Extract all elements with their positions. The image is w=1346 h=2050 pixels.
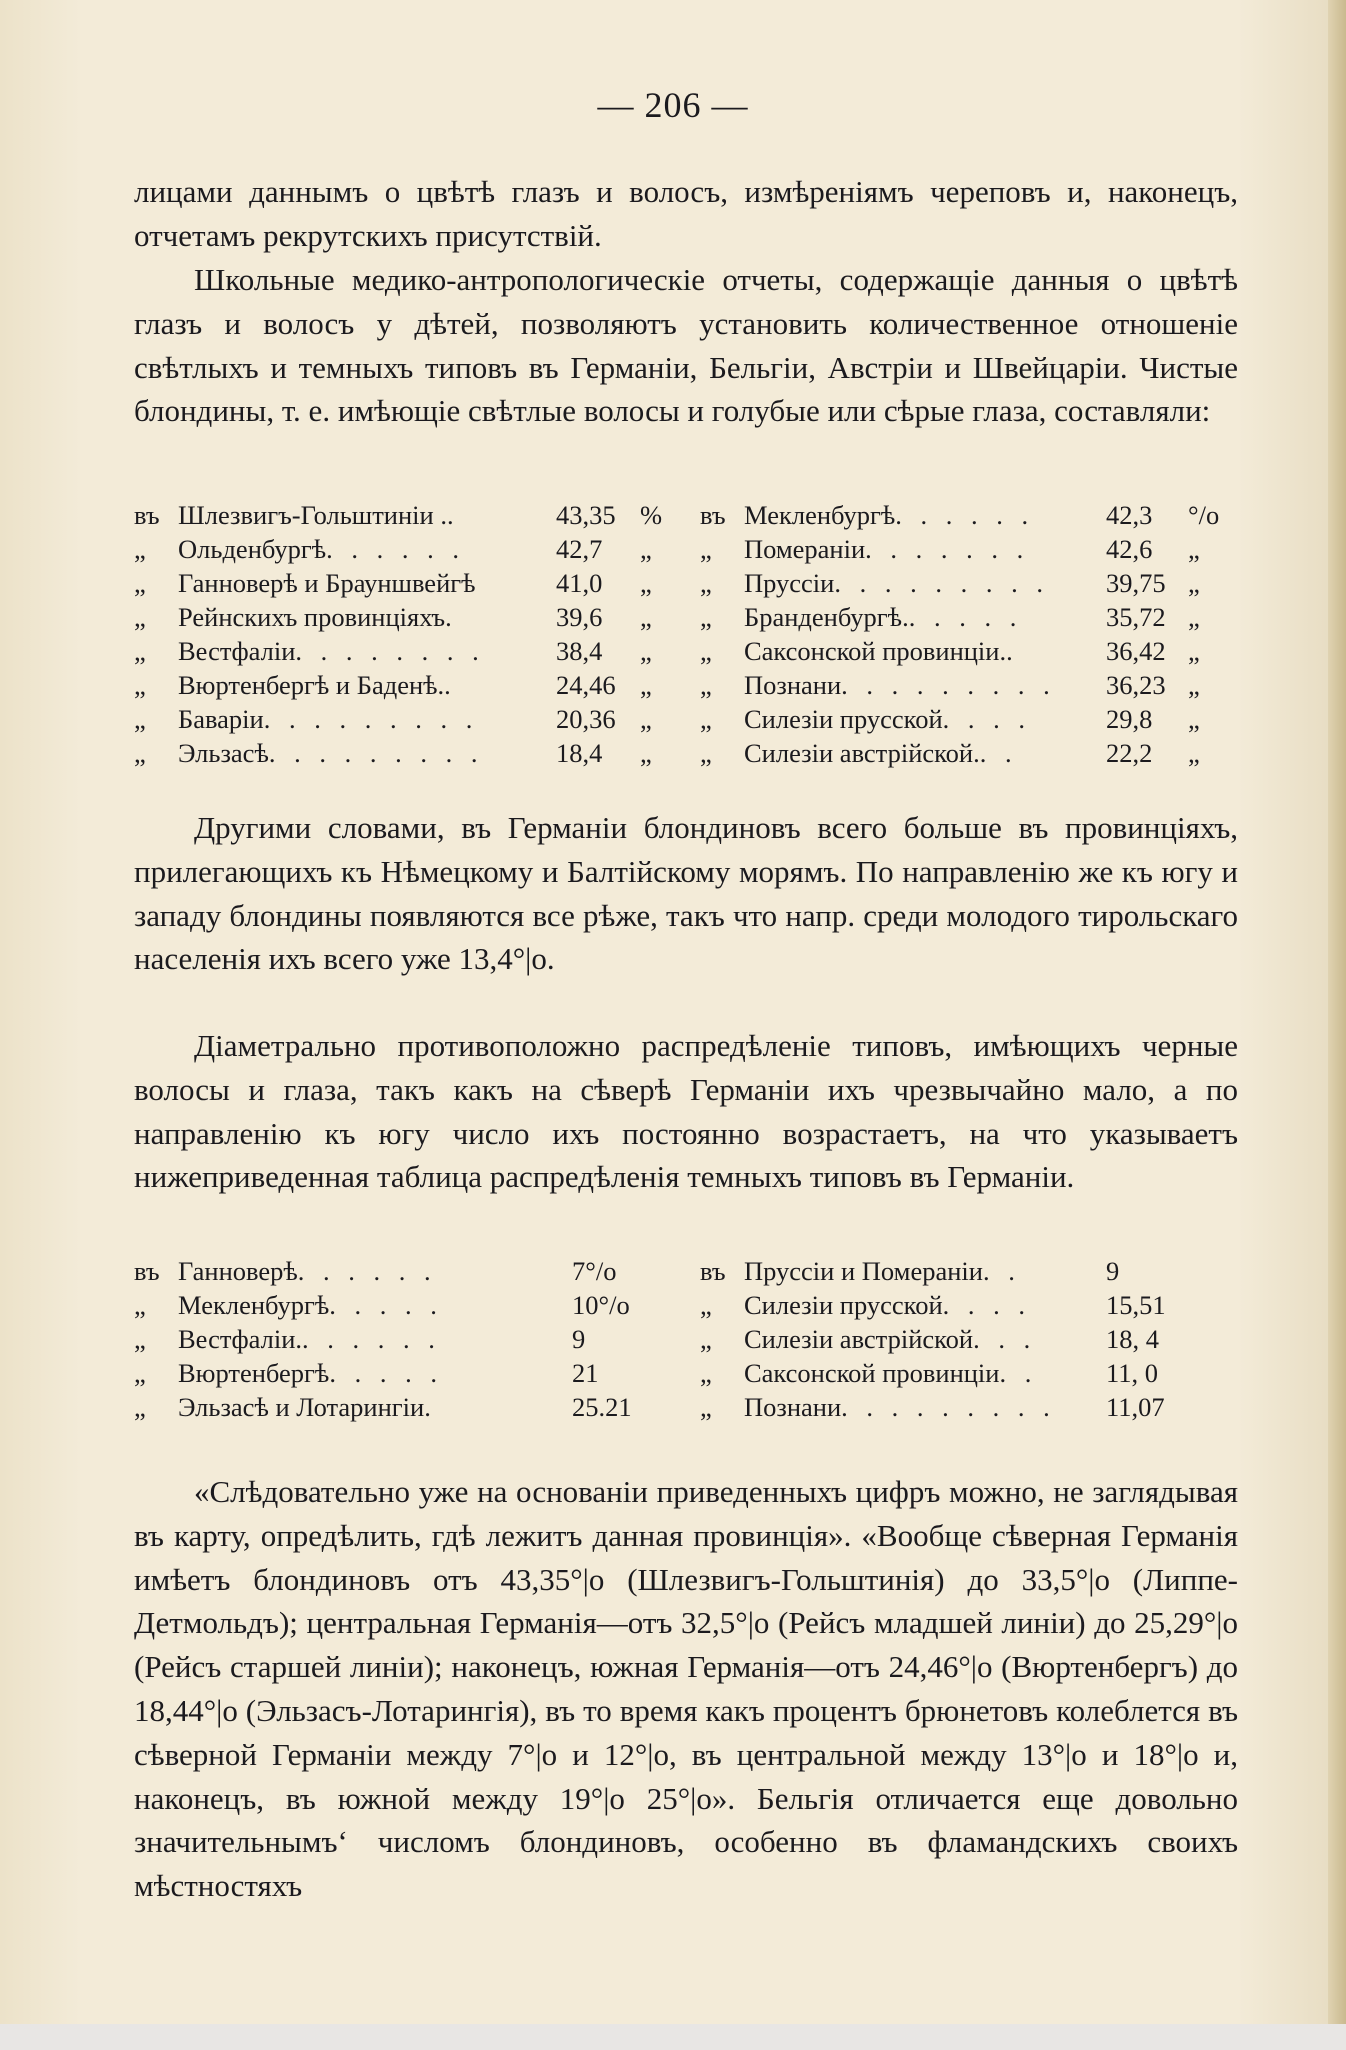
row-prefix: „ [700, 670, 712, 700]
row-leader-dots: . . . . . . . . . [841, 670, 1056, 700]
table-row [134, 702, 674, 736]
row-leader-dots: . . . . . [329, 1290, 443, 1320]
dark-table-left-column [134, 1254, 674, 1424]
table-row [134, 668, 674, 702]
row-name: Силезіи австрійской [744, 1324, 974, 1354]
row-leader-dots: . [444, 670, 457, 700]
row-leader-dots: . . . [973, 1324, 1037, 1354]
row-value: 42,7 [556, 534, 603, 564]
row-value: 11, 0 [1106, 1358, 1159, 1388]
row-prefix: „ [134, 636, 146, 666]
row-name: Силезіи австрійской. [744, 738, 980, 768]
row-unit: „ [640, 670, 652, 700]
table-row [700, 736, 1240, 770]
table-row [134, 1390, 674, 1424]
row-value: 29,8 [1106, 704, 1153, 734]
row-unit: „ [640, 602, 652, 632]
row-value: 39,75 [1106, 568, 1166, 598]
blonds-table-right-column [700, 498, 1240, 770]
row-name: Вестфаліи [178, 636, 296, 666]
row-prefix: „ [700, 738, 712, 768]
row-value: 36,42 [1106, 636, 1166, 666]
row-leader-dots: . [445, 602, 458, 632]
row-value: 22,2 [1106, 738, 1153, 768]
table-row [134, 1254, 674, 1288]
row-unit: „ [1188, 738, 1200, 768]
row-unit: „ [640, 568, 652, 598]
dark-types-table [134, 1254, 1238, 1434]
table-row [700, 1288, 1240, 1322]
row-name: Помераніи [744, 534, 866, 564]
row-name: Пруссіи и Помераніи [744, 1256, 983, 1286]
blonds-table-left-column [134, 498, 674, 770]
row-prefix: „ [700, 1358, 712, 1388]
row-leader-dots: . . . . . . [297, 1256, 437, 1286]
paragraph-1: лицами даннымъ о цвѣтѣ глазъ и волосъ, измѣреніямъ череповъ и, наконецъ, отчетамъ рекрутскихъ присутствій. [134, 174, 1238, 253]
row-value: 7°/o [572, 1256, 617, 1286]
row-value: 24,46 [556, 670, 616, 700]
row-prefix: „ [700, 1290, 712, 1320]
row-name: Мекленбургѣ [744, 500, 896, 530]
table-row [134, 600, 674, 634]
row-leader-dots: . . [979, 738, 1018, 768]
row-value: 20,36 [556, 704, 616, 734]
row-unit: „ [640, 738, 652, 768]
row-leader-dots: . [1006, 636, 1019, 666]
row-value: 11,07 [1106, 1392, 1165, 1422]
row-name: Баваріи [178, 704, 264, 734]
row-leader-dots: . [424, 1392, 437, 1422]
row-name: Ольденбургѣ [178, 534, 327, 564]
row-name: Вюртенбергѣ и Баденѣ. [178, 670, 445, 700]
scan-bottom-margin [0, 2024, 1346, 2050]
row-prefix: „ [134, 1290, 146, 1320]
table-row [700, 498, 1240, 532]
row-prefix: „ [700, 1392, 712, 1422]
row-unit: „ [1188, 670, 1200, 700]
row-value: 9 [572, 1324, 586, 1354]
row-value: 18,4 [556, 738, 603, 768]
row-leader-dots: . . . . . [908, 602, 1023, 632]
table-row [134, 1322, 674, 1356]
row-prefix: „ [700, 1324, 712, 1354]
row-unit: „ [1188, 704, 1200, 734]
table-row [700, 566, 1240, 600]
book-spine-edge [1328, 0, 1346, 2050]
row-leader-dots: . . . . [942, 1290, 1031, 1320]
row-prefix: „ [700, 602, 712, 632]
paragraph-3: Другими словами, въ Германіи блондиновъ всего больше въ провинціяхъ, прилегающихъ къ Нѣмецкому и Балтійскому морямъ. По направленію же къ югу и западу блондины появляются все рѣже, такъ что напр. среди молодого тирольскаго населенія ихъ всего уже 13,4°|о. [134, 810, 1238, 977]
row-prefix: „ [134, 1392, 146, 1422]
row-value: 25.21 [572, 1392, 632, 1422]
page-number: — 206 — [597, 85, 749, 125]
row-leader-dots: . . . . . . [895, 500, 1035, 530]
row-prefix: въ [700, 1256, 726, 1286]
row-value: 41,0 [556, 568, 603, 598]
row-leader-dots: . . [999, 1358, 1038, 1388]
row-prefix: „ [700, 534, 712, 564]
row-name: Саксонской провинціи. [744, 636, 1007, 666]
row-name: Эльзасѣ и Лотарингіи [178, 1392, 425, 1422]
row-value: 42,6 [1106, 534, 1153, 564]
row-name: Вестфаліи. [178, 1324, 302, 1354]
row-prefix: „ [134, 1324, 146, 1354]
row-leader-dots: . . . . . . . . [295, 636, 485, 666]
row-prefix: „ [134, 602, 146, 632]
table-row [700, 668, 1240, 702]
table-row [134, 566, 674, 600]
paragraph-2: Школьные медико-антропологическіе отчеты, содержащіе данныя о цвѣтѣ глазъ и волосъ у дѣтей, позволяютъ установить количественное отношеніе свѣтлыхъ и темныхъ типовъ въ Германіи, Бельгіи, Австріи и Швейцаріи. Чистые блондины, т. е. имѣющіе свѣтлые волосы и голубые или сѣрые глаза, составляли: [134, 262, 1238, 429]
row-name: Мекленбургѣ [178, 1290, 330, 1320]
row-prefix: въ [700, 500, 726, 530]
table-row [700, 532, 1240, 566]
row-name: Силезіи прусской [744, 1290, 943, 1320]
row-leader-dots: . . . . . [329, 1358, 443, 1388]
row-name: Познани [744, 670, 842, 700]
row-value: 18, 4 [1106, 1324, 1159, 1354]
table-row [134, 1356, 674, 1390]
row-leader-dots: . [446, 500, 460, 530]
table-row [134, 1288, 674, 1322]
row-leader-dots: . . . . . . [326, 534, 465, 564]
row-prefix: „ [134, 568, 146, 598]
row-unit: „ [1188, 636, 1200, 666]
row-prefix: „ [134, 704, 146, 734]
row-unit: °/o [1188, 500, 1220, 530]
table-row [700, 1356, 1240, 1390]
row-value: 43,35 [556, 500, 616, 530]
row-prefix: въ [134, 500, 160, 530]
row-value: 15,51 [1106, 1290, 1166, 1320]
table-row [700, 702, 1240, 736]
row-value: 39,6 [556, 602, 603, 632]
row-name: Силезіи прусской [744, 704, 943, 734]
row-unit: „ [1188, 602, 1200, 632]
row-leader-dots: . . . . [942, 704, 1031, 734]
table-row [700, 1322, 1240, 1356]
row-unit: % [640, 500, 663, 530]
row-leader-dots: . . . . . . . . . [263, 704, 479, 734]
row-leader-dots: . . . . . . . . . [841, 1392, 1056, 1422]
table-row [134, 634, 674, 668]
row-prefix: „ [700, 636, 712, 666]
row-unit: „ [640, 534, 652, 564]
row-prefix: „ [134, 738, 146, 768]
table-row [700, 1390, 1240, 1424]
row-name: Ганноверѣ и Брауншвейгѣ [178, 568, 476, 598]
row-value: 9 [1106, 1256, 1120, 1286]
row-leader-dots: . . . . . . . [865, 534, 1030, 564]
row-value: 35,72 [1106, 602, 1166, 632]
row-value: 10°/o [572, 1290, 630, 1320]
dark-table-right-column [700, 1254, 1240, 1424]
paragraph-4: Діаметрально противоположно распредѣленіе типовъ, имѣющихъ черные волосы и глаза, такъ какъ на сѣверѣ Германіи ихъ чрезвычайно мало, а по направленію къ югу число ихъ постоянно возрастаетъ, на что указываетъ нижеприведенная таблица распредѣленія темныхъ типовъ въ Германіи. [134, 1028, 1238, 1195]
row-prefix: „ [134, 1358, 146, 1388]
row-prefix: „ [700, 704, 712, 734]
table-row [700, 634, 1240, 668]
table-row [134, 498, 674, 532]
row-name: Эльзасѣ [178, 738, 269, 768]
paragraph-5: «Слѣдовательно уже на основаніи приведенныхъ цифръ можно, не заглядывая въ карту, опредѣлить, гдѣ лежитъ данная провинція». «Вообще сѣверная Германія имѣетъ блондиновъ отъ 43,35°|о (Шлезвигъ-Гольштинія) до 33,5°|о (Липпе-Детмольдъ); центральная Германія—отъ 32,5°|о (Рейсъ младшей линіи) до 25,29°|о (Рейсъ старшей линіи); наконецъ, южная Германія—отъ 24,46°|о (Вюртенбергъ) до 18,44°|о (Эльзасъ-Лотарингія), въ то время какъ процентъ брюнетовъ колеблется въ сѣверной Германіи между 7°|о и 12°|о, въ центральной между 13°|о и 18°|о и, наконецъ, въ южной между 19°|о 25°|о». Бельгія отличается еще довольно значительнымъ‘ числомъ блондиновъ, особенно въ фламандскихъ своихъ мѣстностяхъ [134, 1474, 1238, 1904]
row-value: 36,23 [1106, 670, 1166, 700]
row-unit: „ [1188, 568, 1200, 598]
table-row [134, 736, 674, 770]
row-prefix: „ [134, 670, 146, 700]
row-prefix: въ [134, 1256, 160, 1286]
row-leader-dots: . . . . . . [302, 1324, 441, 1354]
row-name: Рейнскихъ провинціяхъ [178, 602, 446, 632]
table-row [700, 600, 1240, 634]
blonds-table [134, 498, 1238, 778]
row-unit: „ [1188, 534, 1200, 564]
row-value: 38,4 [556, 636, 603, 666]
row-prefix: „ [134, 534, 146, 564]
row-leader-dots: . . . . . . . . . [834, 568, 1049, 598]
row-name: Ганноверѣ [178, 1256, 298, 1286]
row-value: 42,3 [1106, 500, 1153, 530]
table-row [700, 1254, 1240, 1288]
table-row [134, 532, 674, 566]
row-name: Познани [744, 1392, 842, 1422]
row-leader-dots: . . [982, 1256, 1021, 1286]
row-name: Бранденбургѣ. [744, 602, 909, 632]
row-value: 21 [572, 1358, 599, 1388]
row-name: Вюртенбергѣ [178, 1358, 330, 1388]
row-leader-dots: . . . . . . . . . [268, 738, 484, 768]
row-prefix: „ [700, 568, 712, 598]
row-unit: „ [640, 704, 652, 734]
row-name: Саксонской провинціи [744, 1358, 1000, 1388]
row-name: Пруссіи [744, 568, 835, 598]
row-name: Шлезвигъ-Гольштиніи . [178, 500, 447, 530]
row-unit: „ [640, 636, 652, 666]
